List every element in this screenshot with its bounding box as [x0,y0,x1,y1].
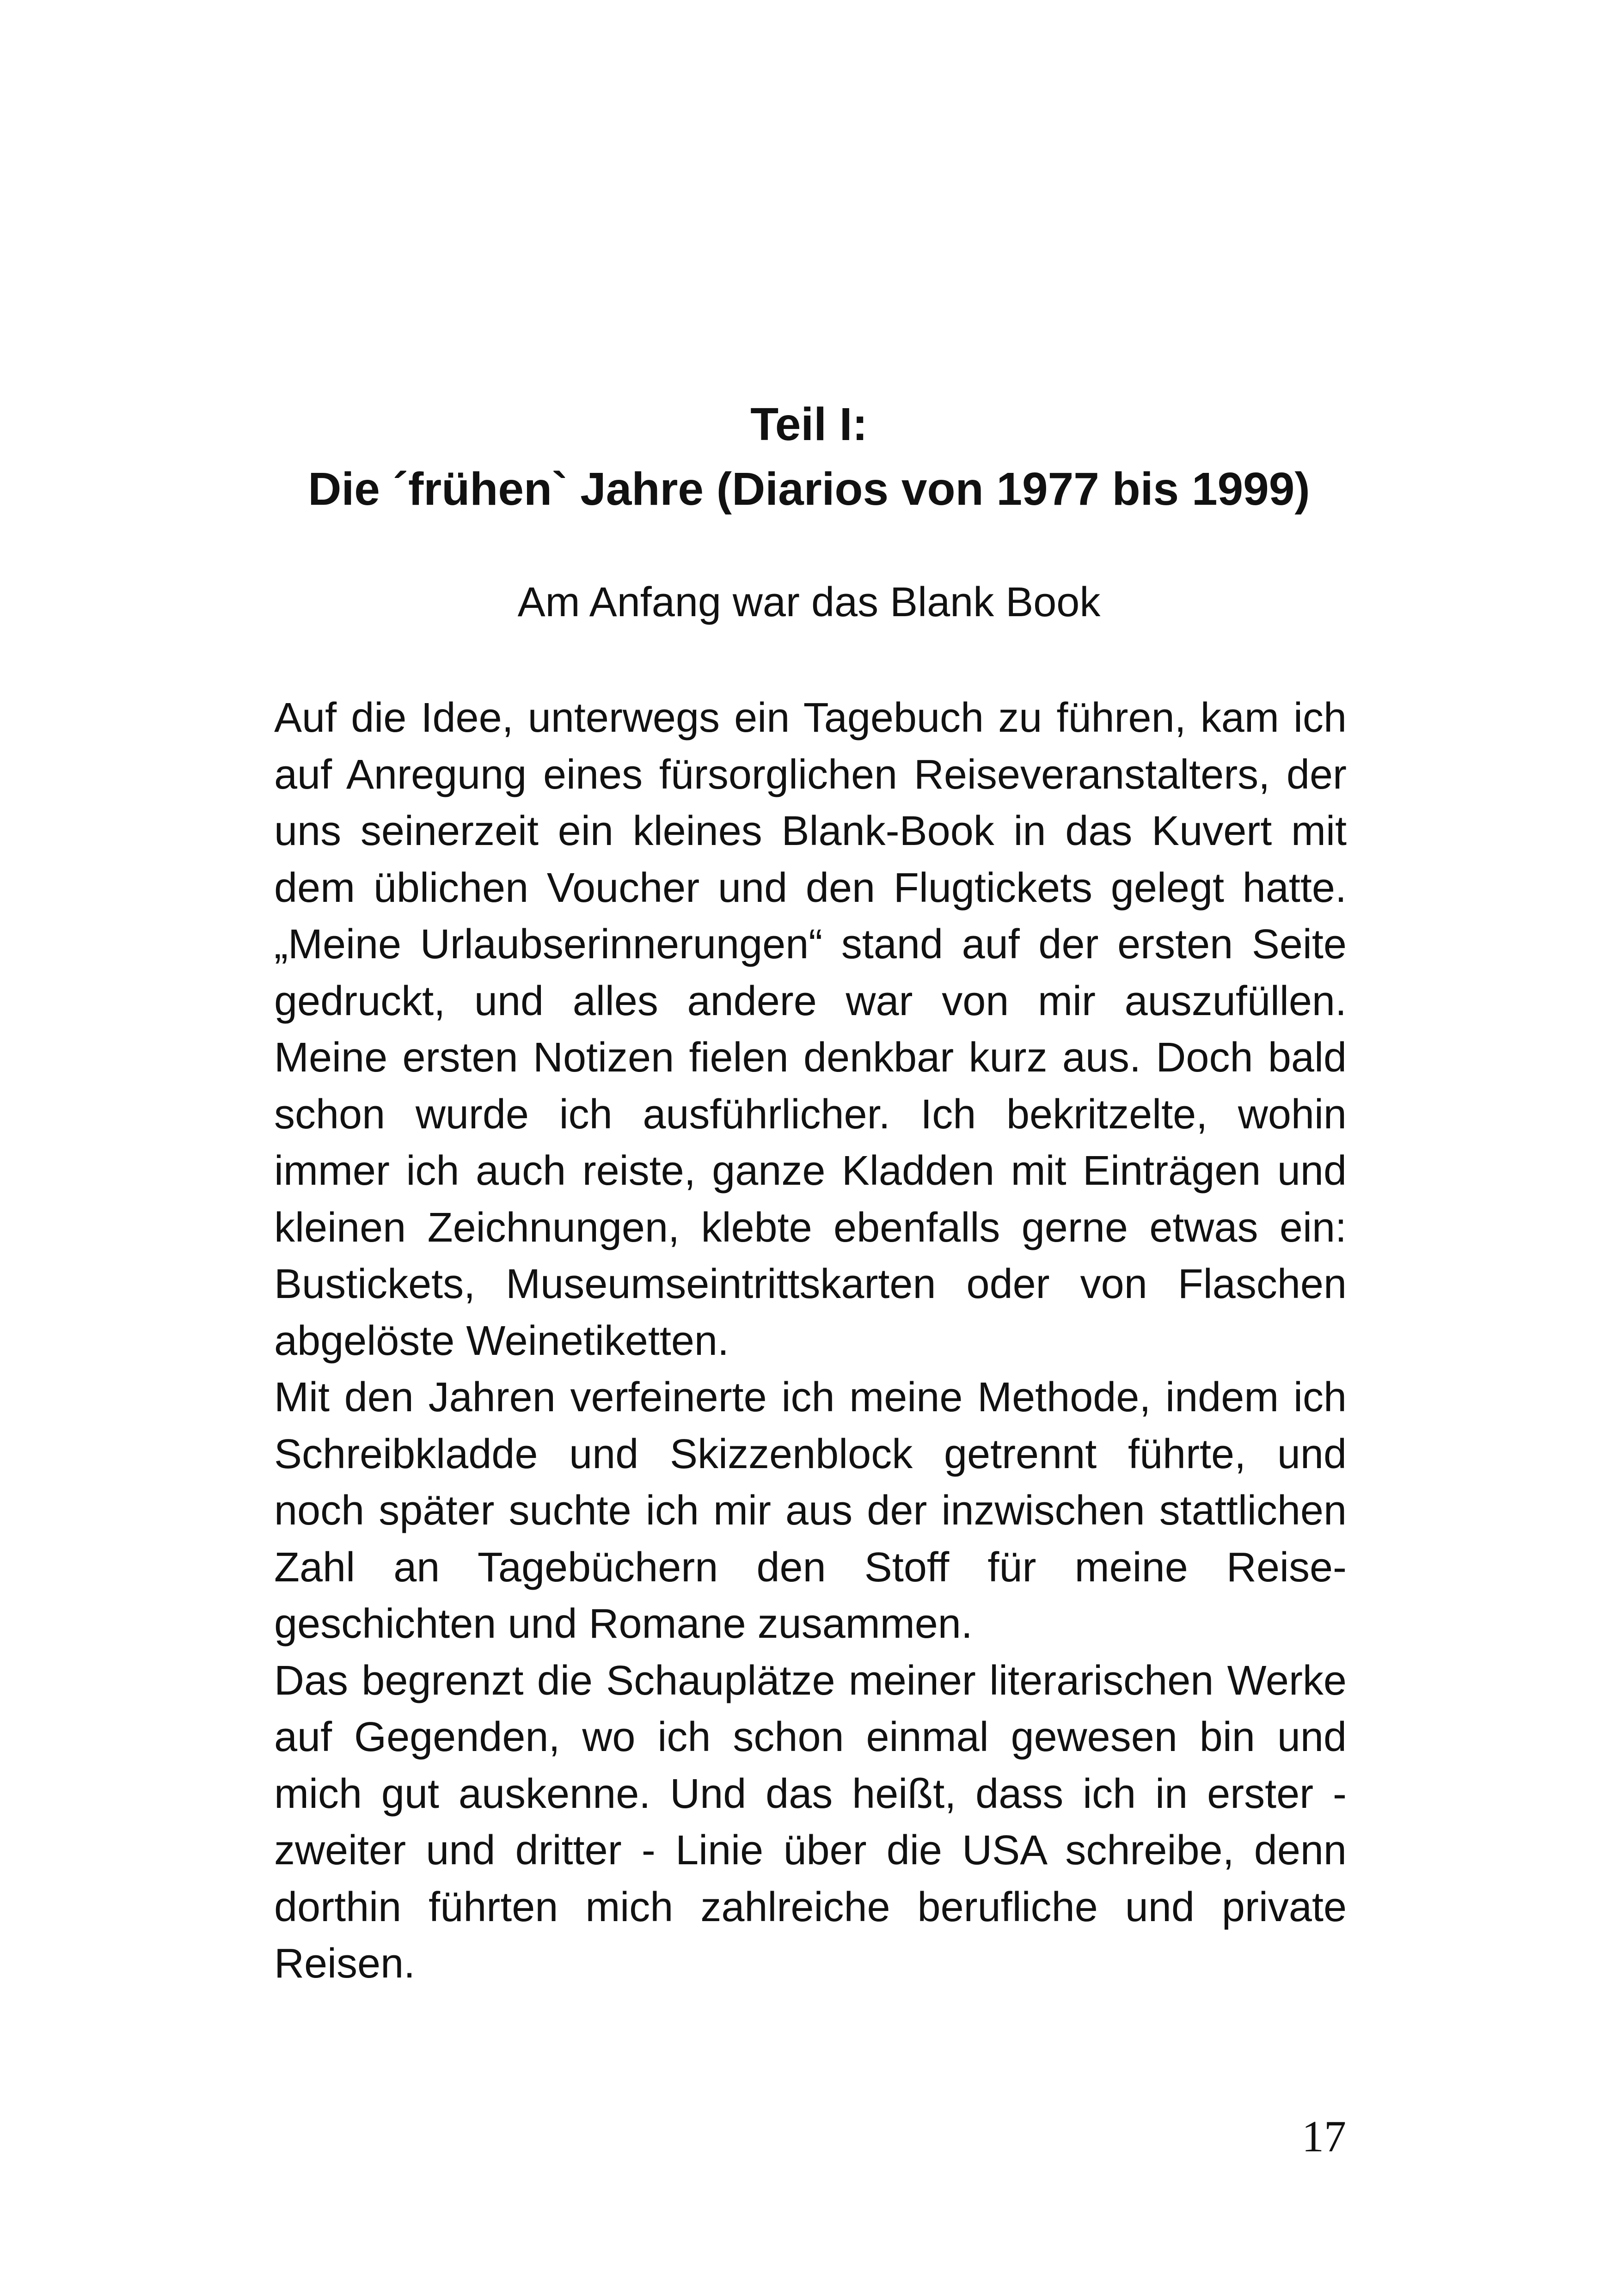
paragraph: Mit den Jahren verfeinerte ich meine Methode, indem ich Schreibkladde und Skizzenblock getrennt führte, und noch später suchte ich mir aus der inzwischen stattlichen Zahl an Tagebüchern den Stoff für meine Reise-geschichten und Romane zusammen. [274,1374,1347,1647]
section-subtitle: Am Anfang war das Blank Book [517,579,1101,625]
body-text [274,690,1347,1992]
paragraph: Das begrenzt die Schauplätze meiner literarischen Werke auf Gegenden, wo ich schon einmal gewesen bin und mich gut auskenne. Und das heißt, dass ich in erster - zweiter und dritter - Linie über die USA schreibe, denn dorthin führten mich zahlreiche berufliche und private Reisen. [274,1657,1347,1987]
part-title: Teil I: [750,398,868,450]
chapter-title: Die ´frühen` Jahre (Diarios von 1977 bis 1999) [308,463,1310,515]
paragraph: Auf die Idee, unterwegs ein Tagebuch zu führen, kam ich auf Anregung eines fürsorglichen Reiseveranstalters, der uns seinerzeit ein kleines Blank-Book in das Kuvert mit dem üblichen Voucher und den Flugtickets gelegt hatte. „Meine Urlaubserinnerungen“ stand auf der ersten Seite gedruckt, und alles andere war von mir auszufüllen. Meine ersten Notizen fielen denkbar kurz aus. Doch bald schon wurde ich ausführlicher. Ich bekritzelte, wohin immer ich auch reiste, ganze Kladden mit Einträgen und kleinen Zeichnungen, klebte ebenfalls gerne etwas ein: Bustickets, Museumseintrittskarten oder von Flaschen abgelöste Weinetiketten. [274,695,1347,1364]
chapter-heading [0,392,1618,521]
page-number: 17 [1302,2112,1346,2161]
